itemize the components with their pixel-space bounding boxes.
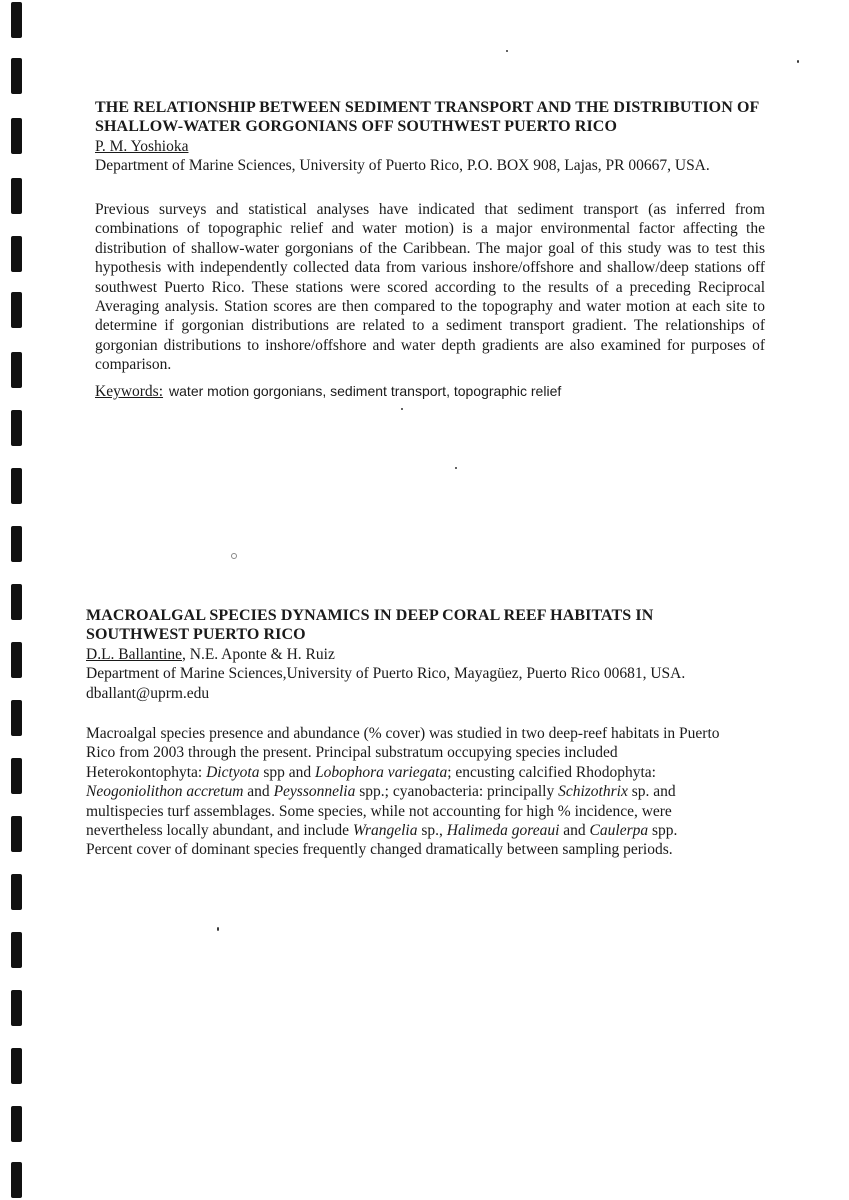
binder-hole bbox=[11, 118, 22, 154]
affiliation: Department of Marine Sciences,University of Puerto Rico, Mayagüez, Puerto Rico 00681, USA. bbox=[86, 665, 686, 682]
author-line bbox=[95, 137, 765, 156]
binder-hole bbox=[11, 932, 22, 968]
scan-speck bbox=[401, 408, 403, 410]
coauthors: , N.E. Aponte & H. Ruiz bbox=[182, 646, 335, 663]
author-name: D.L. Ballantine bbox=[86, 646, 182, 663]
binder-hole bbox=[11, 758, 22, 794]
abstract-title: MACROALGAL SPECIES DYNAMICS IN DEEP CORAL REEF HABITATS IN SOUTHWEST PUERTO RICO bbox=[86, 607, 654, 643]
binder-hole bbox=[11, 642, 22, 678]
abstract-title: THE RELATIONSHIP BETWEEN SEDIMENT TRANSPORT AND THE DISTRIBUTION OF SHALLOW-WATER GORGONIANS OFF SOUTHWEST PUERTO RICO bbox=[95, 99, 759, 135]
scan-speck bbox=[231, 553, 237, 559]
scan-speck bbox=[217, 927, 219, 931]
email: dballant@uprm.edu bbox=[86, 685, 210, 702]
binder-hole bbox=[11, 816, 22, 852]
affiliation: Department of Marine Sciences, University of Puerto Rico, P.O. BOX 908, Lajas, PR 00667, USA. bbox=[95, 157, 710, 174]
scan-speck bbox=[506, 50, 508, 52]
binder-hole bbox=[11, 526, 22, 562]
author-line bbox=[86, 645, 756, 664]
abstract-ballantine bbox=[86, 606, 756, 860]
binder-hole bbox=[11, 1162, 22, 1198]
binder-hole bbox=[11, 584, 22, 620]
binder-hole bbox=[11, 1048, 22, 1084]
abstract-body: Previous surveys and statistical analyses have indicated that sediment transport (as inferred from combinations of topographic relief and water motion) is a major environmental factor affecting the distribution of shallow-water gorgonians of the Caribbean. The major goal of this study was to test this hypothesis with independently collected data from various inshore/offshore and shallow/deep stations off southwest Puerto Rico. These stations were scored according to the results of a preceding Reciprocal Averaging analysis. Station scores are then compared to the topography and water motion at each site to determine if gorgonian distributions are related to a sediment transport gradient. The relationships of gorgonian distributions to inshore/offshore and water depth gradients are also examined for purposes of comparison. bbox=[95, 201, 765, 374]
scan-speck bbox=[455, 467, 457, 469]
binder-hole bbox=[11, 990, 22, 1026]
binder-hole bbox=[11, 178, 22, 214]
binder-hole bbox=[11, 292, 22, 328]
keywords-label: Keywords: bbox=[95, 382, 164, 400]
binder-holes bbox=[11, 0, 27, 1200]
keywords-line bbox=[95, 383, 765, 401]
author-name: P. M. Yoshioka bbox=[95, 138, 189, 155]
binder-hole bbox=[11, 236, 22, 272]
abstract-yoshioka bbox=[95, 98, 765, 401]
binder-hole bbox=[11, 58, 22, 94]
binder-hole bbox=[11, 874, 22, 910]
scan-speck bbox=[797, 60, 799, 63]
binder-hole bbox=[11, 352, 22, 388]
abstract-body: Macroalgal species presence and abundance (% cover) was studied in two deep-reef habitats in Puerto Rico from 2003 through the present. Principal substratum occupying species included Heterokontophyta: Dictyota spp and Lobophora variegata; encusting calcified Rhodophyta: Neogoniolithon accretum and Peyssonnelia spp.; cyanobacteria: principally Schizothrix sp. and multispecies turf assemblages. Some species, while not accounting for high % incidence, were nevertheless locally abundant, and include Wrangelia sp., Halimeda goreaui and Caulerpa spp. Percent cover of dominant species frequently changed dramatically between sampling periods. bbox=[86, 725, 720, 859]
binder-hole bbox=[11, 468, 22, 504]
binder-hole bbox=[11, 2, 22, 38]
binder-hole bbox=[11, 700, 22, 736]
binder-hole bbox=[11, 1106, 22, 1142]
binder-hole bbox=[11, 410, 22, 446]
keywords-text: water motion gorgonians, sediment transport, topographic relief bbox=[169, 382, 562, 399]
